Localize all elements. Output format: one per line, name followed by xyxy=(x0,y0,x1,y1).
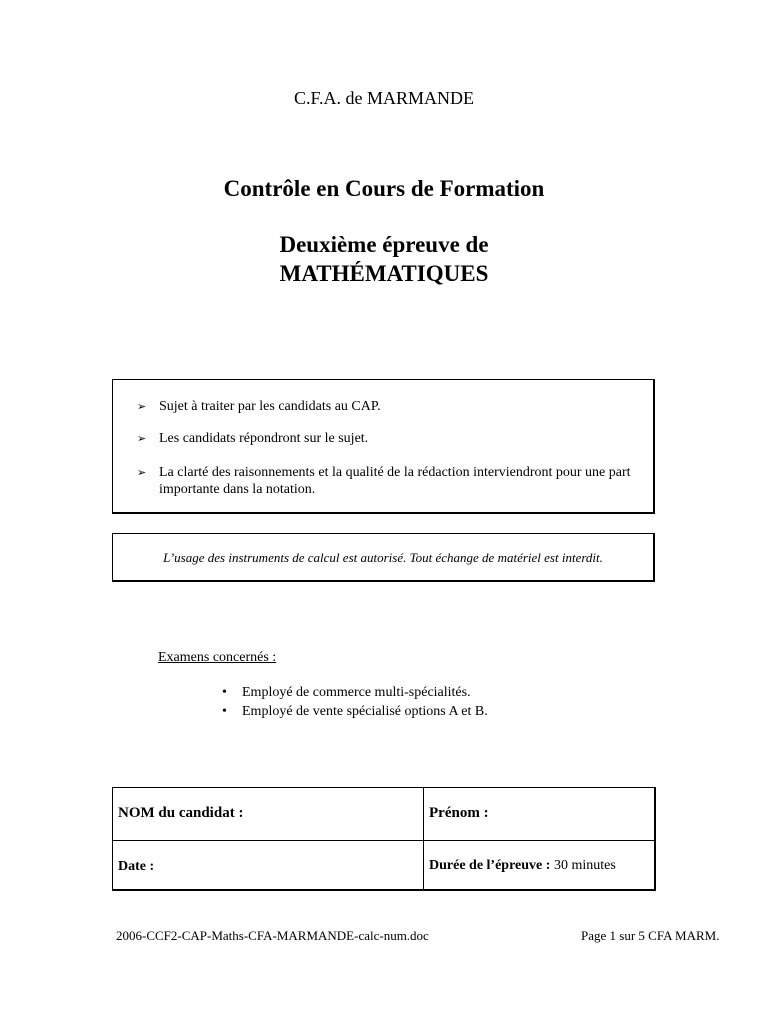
instruction-item xyxy=(137,430,639,447)
instruction-text: La clarté des raisonnements et la qualité de la rédaction interviendront pour une part importante dans la notation. xyxy=(159,465,631,497)
candidate-name-label: NOM du candidat : xyxy=(118,805,244,821)
document-subtitle xyxy=(0,230,768,288)
exam-item-text: Employé de vente spécialisé options A et B. xyxy=(242,704,488,719)
document-title: Contrôle en Cours de Formation xyxy=(223,176,545,201)
duration-value: 30 minutes xyxy=(553,858,616,873)
arrow-bullet-icon: ➢ xyxy=(137,432,147,445)
subtitle-line-1: Deuxième épreuve de xyxy=(279,232,489,257)
instruction-text: Les candidats répondront sur le sujet. xyxy=(159,431,369,446)
footer-filename: 2006-CCF2-CAP-Maths-CFA-MARMANDE-calc-num.doc xyxy=(116,928,429,943)
arrow-bullet-icon: ➢ xyxy=(137,466,147,479)
duration-label: Durée de l’épreuve : xyxy=(429,858,551,873)
instruction-item xyxy=(137,464,639,498)
exams-label: Examens concernés : xyxy=(158,650,277,665)
candidate-info-table xyxy=(112,787,656,891)
date-label: Date : xyxy=(118,859,155,874)
school-name: C.F.A. de MARMANDE xyxy=(293,88,475,108)
list-item xyxy=(218,683,488,702)
list-item xyxy=(218,702,488,721)
footer-page-number: Page 1 sur 5 CFA MARM. xyxy=(581,928,720,943)
subtitle-line-2: MATHÉMATIQUES xyxy=(279,261,489,286)
exam-item-text: Employé de commerce multi-spécialités. xyxy=(242,685,471,700)
instruction-text: Sujet à traiter par les candidats au CAP. xyxy=(159,399,381,414)
instruction-item xyxy=(137,398,639,415)
bullet-icon: • xyxy=(222,685,227,700)
arrow-bullet-icon: ➢ xyxy=(137,400,147,413)
table-divider-horizontal xyxy=(113,840,654,841)
duration-field xyxy=(429,858,616,874)
exams-list xyxy=(218,683,488,721)
bullet-icon: • xyxy=(222,704,227,719)
table-divider-vertical xyxy=(423,788,424,889)
calculator-notice: L’usage des instruments de calcul est autorisé. Tout échange de matériel est interdit. xyxy=(112,533,655,582)
candidate-firstname-label: Prénom : xyxy=(429,805,489,821)
instructions-box xyxy=(112,379,655,514)
